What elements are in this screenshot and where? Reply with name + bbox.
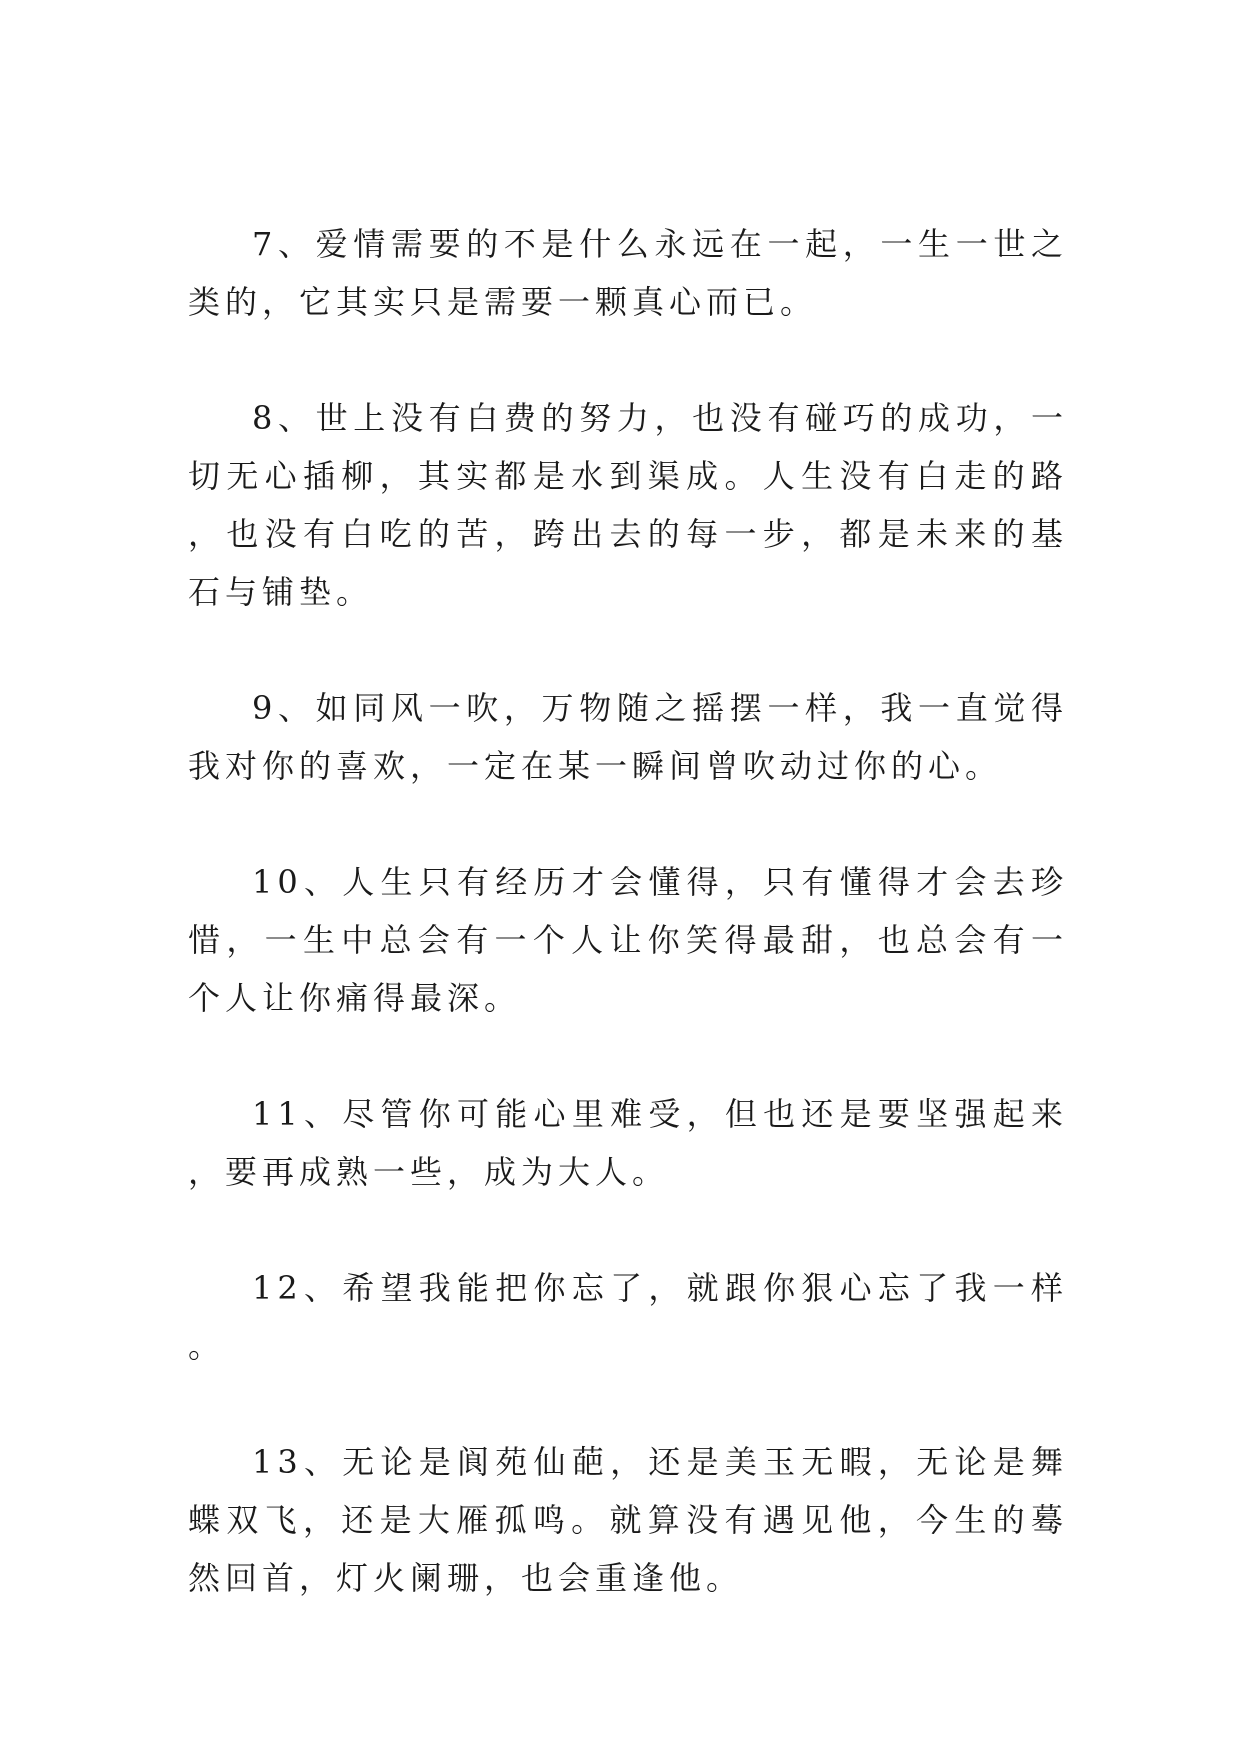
paragraph-12: 12、希望我能把你忘了，就跟你狠心忘了我一样。 xyxy=(188,1269,1068,1365)
paragraph-8: 8、世上没有白费的努力，也没有碰巧的成功，一切无心插柳，其实都是水到渠成。人生没有白走的路，也没有白吃的苦，跨出去的每一步，都是未来的基石与铺垫。 xyxy=(188,399,1068,611)
paragraph-13: 13、无论是阆苑仙葩，还是美玉无暇，无论是舞蝶双飞，还是大雁孤鸣。就算没有遇见他，今生的蓦然回首，灯火阑珊，也会重逢他。 xyxy=(188,1443,1068,1597)
paragraph-7: 7、爱情需要的不是什么永远在一起，一生一世之类的，它其实只是需要一颗真心而已。 xyxy=(188,225,1068,321)
paragraph-10: 10、人生只有经历才会懂得，只有懂得才会去珍惜，一生中总会有一个人让你笑得最甜，也总会有一个人让你痛得最深。 xyxy=(188,863,1068,1017)
document-body xyxy=(188,215,1068,1607)
paragraph-11: 11、尽管你可能心里难受，但也还是要坚强起来，要再成熟一些，成为大人。 xyxy=(188,1095,1068,1191)
paragraph-9: 9、如同风一吹，万物随之摇摆一样，我一直觉得我对你的喜欢，一定在某一瞬间曾吹动过你的心。 xyxy=(188,689,1068,785)
